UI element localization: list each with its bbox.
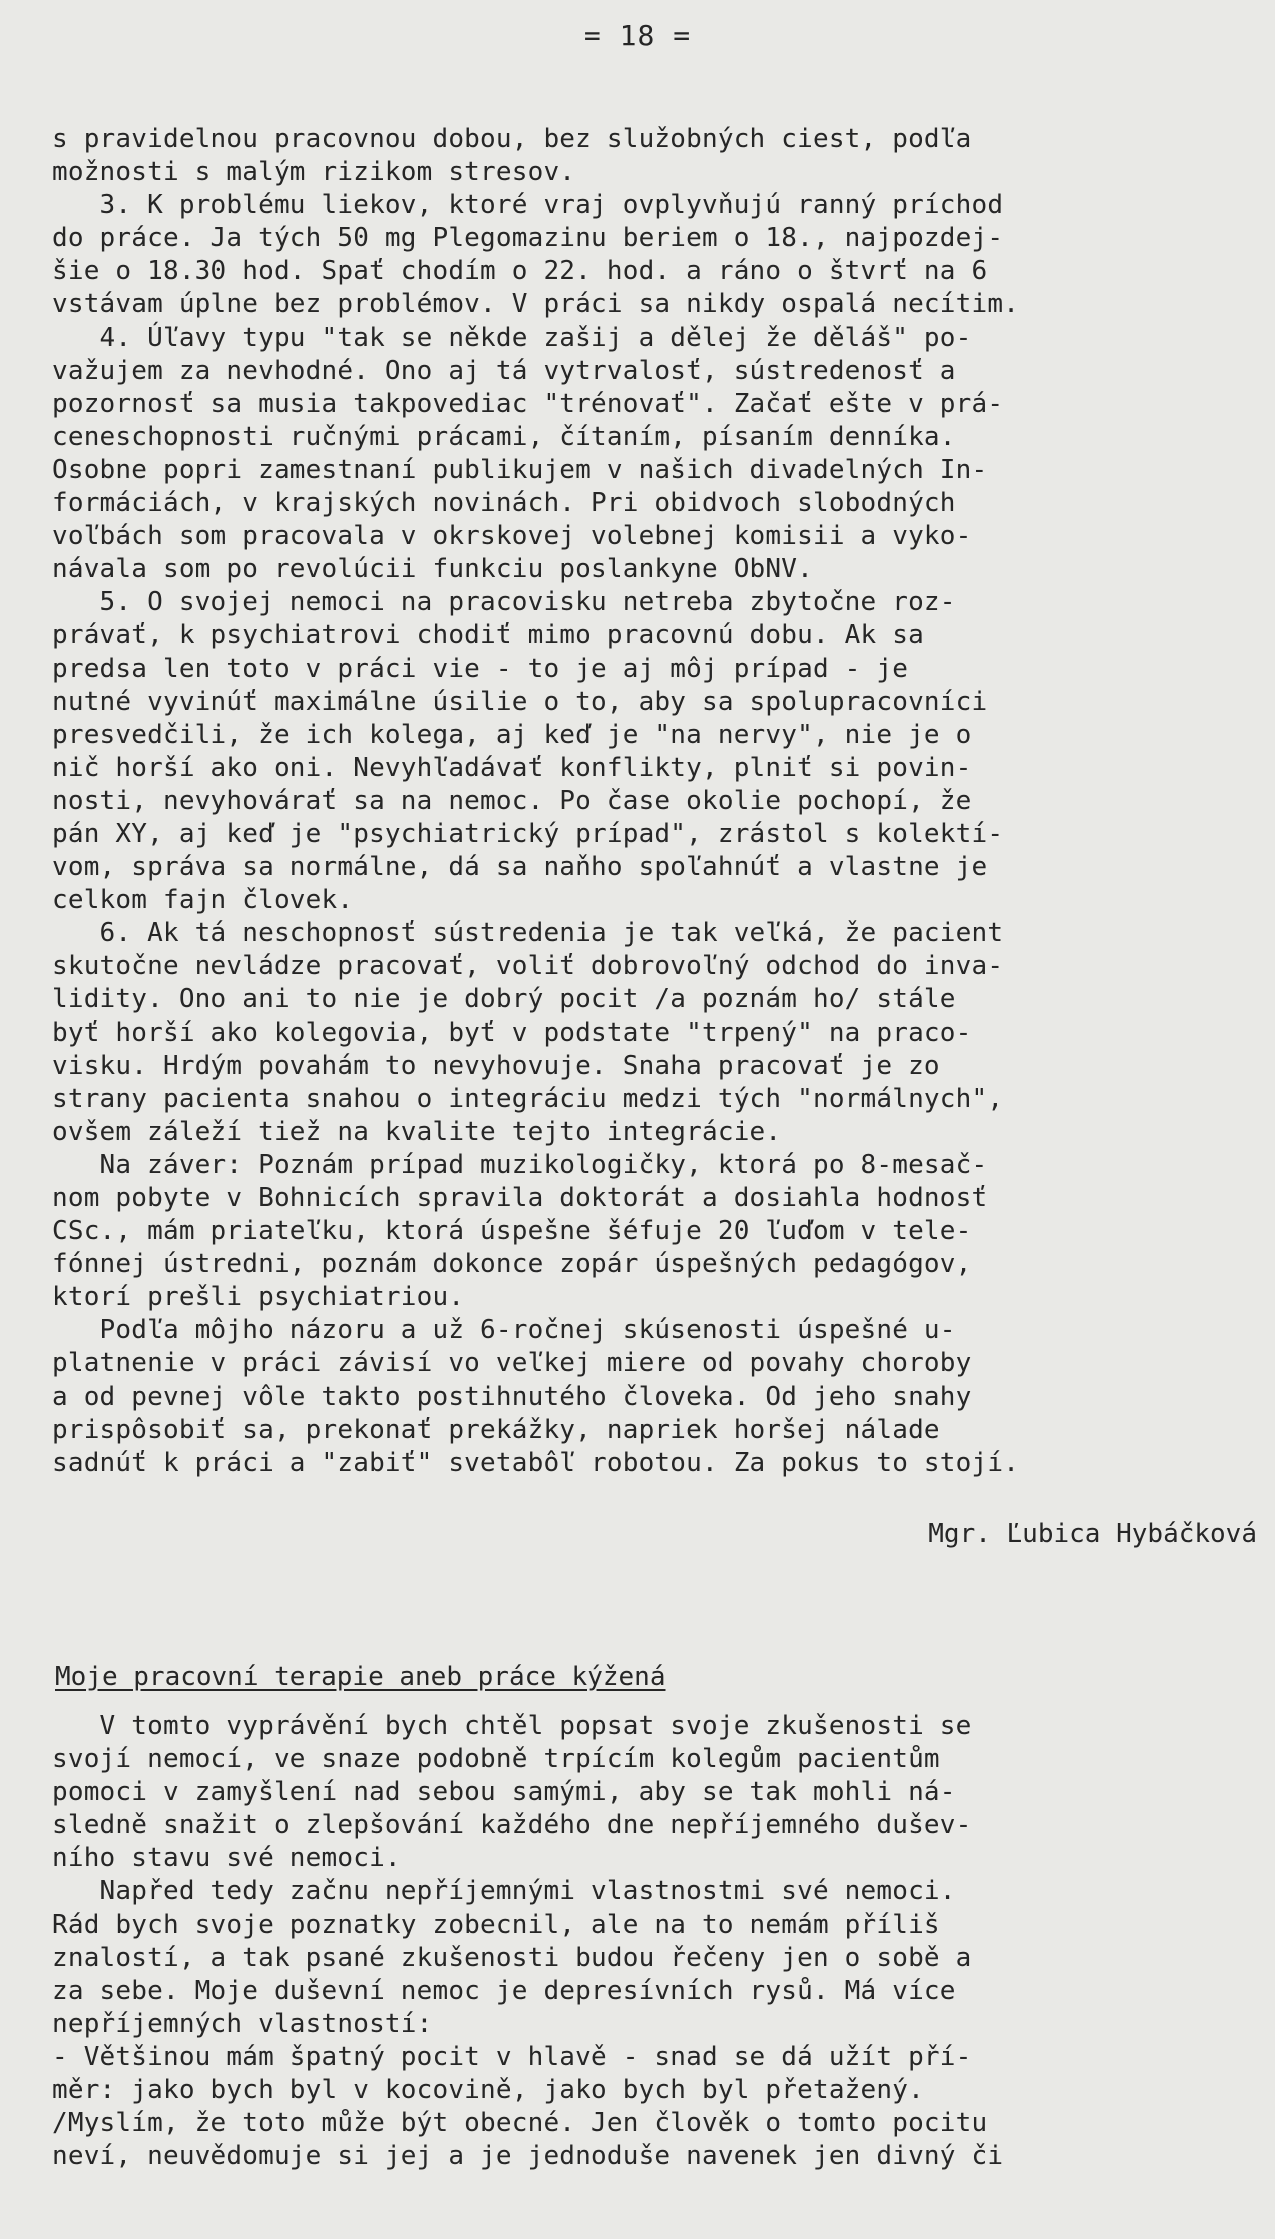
text-line: 5. O svojej nemoci na pracovisku netreba zbytočne roz- [52,587,956,618]
text-line: sadnúť k práci a "zabiť" svetabôľ robotou. Za pokus to stojí. [52,1447,1020,1478]
text-line: važujem za nevhodné. Ono aj tá vytrvalosť, sústredenosť a [52,355,956,386]
text-line: 4. Úľavy typu "tak se někde zašij a dělej že děláš" po- [52,322,972,353]
text-line: voľbách som pracovala v okrskovej volebnej komisii a vyko- [52,521,972,552]
text-line: znalostí, a tak psané zkušenosti budou řečeny jen o sobě a [52,1942,972,1973]
text-line: nom pobyte v Bohnicích spravila doktorát a dosiahla hodnosť [52,1183,988,1213]
author-signature: Mgr. Ľubica Hybáčková [928,1519,1257,1549]
text-line: možnosti s malým rizikom stresov. [52,157,576,188]
article-two-heading: Moje pracovní terapie aneb práce kýžená [55,1662,666,1692]
text-line: Rád bych svoje poznatky zobecnil, ale na to nemám příliš [52,1909,940,1940]
text-line: Podľa môjho názoru a už 6-ročnej skúsenosti úspešné u- [52,1315,956,1346]
article-two-body [52,1710,1252,2173]
text-line: neví, neuvědomuje si jej a je jednoduše navenek jen divný či [52,2141,1004,2172]
text-line: prispôsobiť sa, prekonať prekážky, napriek horšej nálade [52,1414,940,1445]
text-line: s pravidelnou pracovnou dobou, bez služobných ciest, podľa [52,124,972,154]
text-line: platnenie v práci závisí vo veľkej miere od povahy choroby [52,1348,972,1379]
text-line: a od pevnej vôle takto postihnutého človeka. Od jeho snahy [52,1381,972,1412]
text-line: návala som po revolúcii funkciu poslankyne ObNV. [52,554,813,585]
text-line: /Myslím, že toto může být obecné. Jen člověk o tomto pocitu [52,2108,988,2139]
text-line: šie o 18.30 hod. Spať chodím o 22. hod. a ráno o štvrť na 6 [52,256,988,287]
text-line: presvedčili, že ich kolega, aj keď je "na nervy", nie je o [52,719,972,750]
text-line: formáciách, v krajských novinách. Pri obidvoch slobodných [52,488,956,519]
text-line: ceneschopnosti ručnými prácami, čítaním, písaním denníka. [52,421,956,452]
page-number: = 18 = [583,19,692,52]
text-line: lidity. Ono ani to nie je dobrý pocit /a poznám ho/ stále [52,984,956,1015]
text-line: ktorí prešli psychiatriou. [52,1282,465,1313]
text-line: pozornosť sa musia takpovediac "trénovať". Začať ešte v prá- [52,388,1004,419]
article-one-body [52,123,1252,1480]
text-line: visku. Hrdým povahám to nevyhovuje. Snaha pracovať je zo [52,1050,940,1081]
text-line: nič horší ako oni. Nevyhľadávať konflikty, plniť si povin- [52,752,972,783]
text-line: vom, správa sa normálne, dá sa naňho spoľahnúť a vlastne je [52,852,988,883]
text-line: nutné vyvinúť maximálne úsilie o to, aby sa spolupracovníci [52,686,988,717]
text-line: - Většinou mám špatný pocit v hlavě - snad se dá užít pří- [52,2041,972,2072]
text-line: skutočne nevládze pracovať, voliť dobrovoľný odchod do inva- [52,951,1004,982]
text-line: ovšem záleží tiež na kvalite tejto integrácie. [52,1116,782,1147]
text-line: pomoci v zamyšlení nad sebou samými, aby se tak mohli ná- [52,1777,956,1808]
text-line: měr: jako bych byl v kocovině, jako bych byl přetažený. [52,2075,924,2106]
text-line: CSc., mám priateľku, ktorá úspešne šéfuje 20 ľuďom v tele- [52,1216,972,1247]
text-line: do práce. Ja tých 50 mg Plegomazinu beriem o 18., najpozdej- [52,223,1004,254]
text-line: fónnej ústredni, poznám dokonce zopár úspešných pedagógov, [52,1249,972,1280]
text-line: predsa len toto v práci vie - to je aj môj prípad - je [52,653,909,684]
text-line: pán XY, aj keď je "psychiatrický prípad", zrástol s kolektí- [52,818,1004,849]
text-line: byť horší ako kolegovia, byť v podstate "trpený" na praco- [52,1017,972,1048]
text-line: nepříjemných vlastností: [52,2008,433,2039]
text-line: za sebe. Moje duševní nemoc je depresívních rysů. Má více [52,1975,956,2006]
text-line: Osobne popri zamestnaní publikujem v našich divadelných In- [52,454,988,485]
text-line: ního stavu své nemoci. [52,1843,401,1874]
text-line: strany pacienta snahou o integráciu medzi tých "normálnych", [52,1083,1004,1114]
text-line: právať, k psychiatrovi chodiť mimo pracovnú dobu. Ak sa [52,620,924,651]
text-line: Na záver: Poznám prípad muzikologičky, ktorá po 8-mesač- [52,1149,988,1180]
text-line: svojí nemocí, ve snaze podobně trpícím kolegům pacientům [52,1744,940,1775]
text-line: Napřed tedy začnu nepříjemnými vlastnostmi své nemoci. [52,1876,956,1907]
text-line: V tomto vyprávění bych chtěl popsat svoje zkušenosti se [52,1711,972,1741]
text-line: 3. K problému liekov, ktoré vraj ovplyvňujú ranný príchod [52,190,1004,221]
text-line: nosti, nevyhovárať sa na nemoc. Po čase okolie pochopí, že [52,785,972,816]
text-line: sledně snažit o zlepšování každého dne nepříjemného dušev- [52,1810,972,1841]
text-line: vstávam úplne bez problémov. V práci sa nikdy ospalá necítim. [52,289,1020,320]
text-line: 6. Ak tá neschopnosť sústredenia je tak veľká, že pacient [52,918,1004,949]
text-line: celkom fajn človek. [52,885,354,916]
